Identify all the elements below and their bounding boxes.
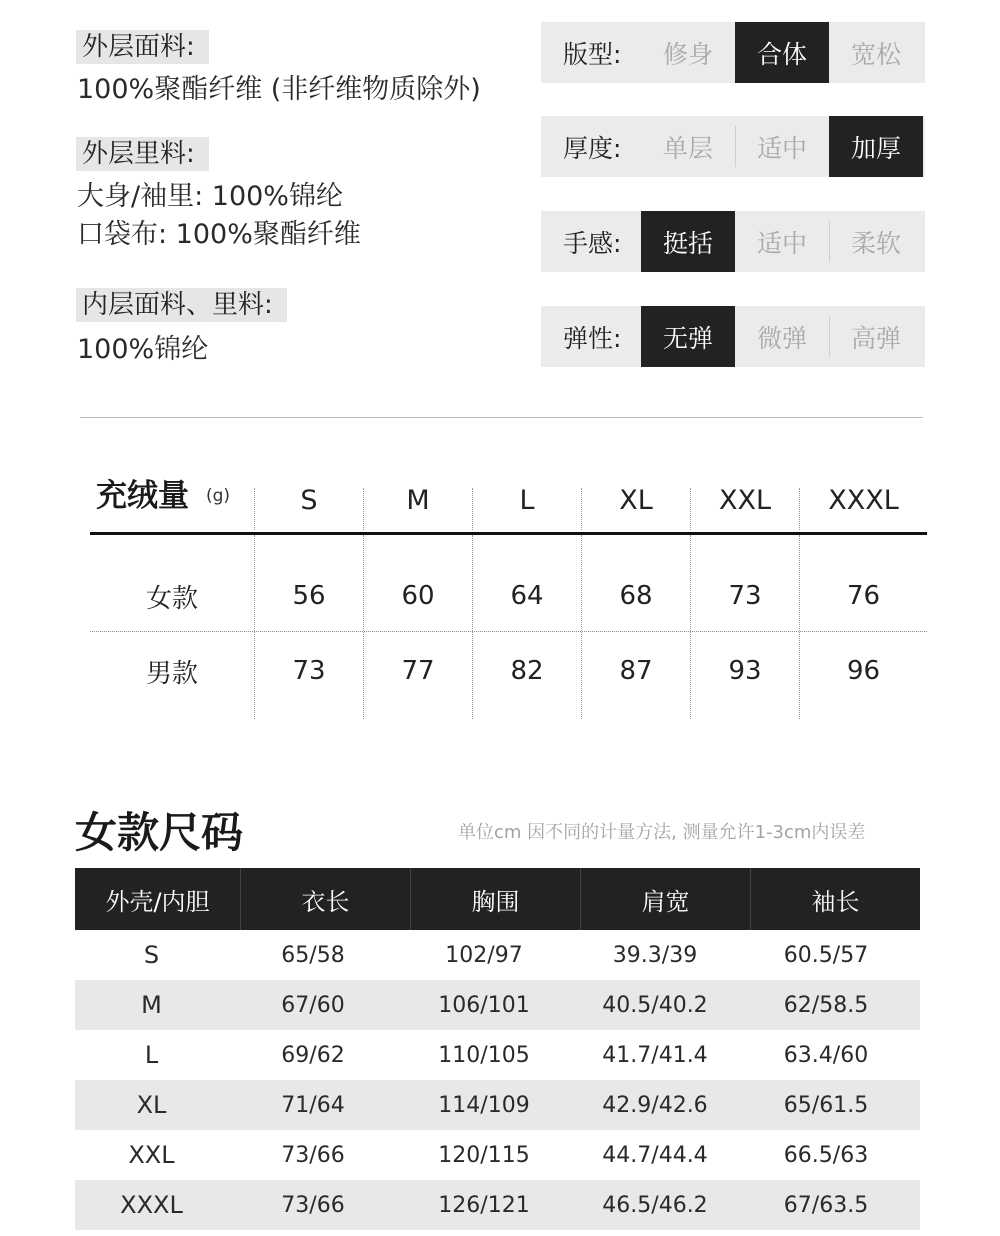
- shoulder-cell: 42.9/42.6: [602, 1092, 708, 1118]
- attr-row-thickness: [541, 116, 925, 177]
- size-chart-header-cell: 袖长: [750, 868, 920, 930]
- attr-row-elasticity: [541, 306, 925, 367]
- table-row: [75, 980, 920, 1030]
- length-cell: 65/58: [281, 942, 345, 968]
- size-chart-title: 女款尺码: [75, 808, 244, 857]
- chest-cell: 114/109: [438, 1092, 530, 1118]
- attr-option: 宽松: [850, 39, 901, 69]
- size-cell: XL: [136, 1091, 167, 1119]
- size-chart-header-cell: 胸围: [410, 868, 580, 930]
- attr-option: 微弹: [756, 323, 807, 353]
- col-divider: [363, 488, 364, 530]
- attr-row-hand-feel: [541, 211, 925, 272]
- fill-size-header: L: [519, 484, 535, 516]
- sleeve-cell: 62/58.5: [783, 992, 869, 1018]
- size-cell: XXXL: [120, 1191, 183, 1219]
- size-chart-header: [75, 868, 920, 930]
- col-divider: [581, 488, 582, 530]
- attr-option: 高弹: [829, 306, 923, 367]
- attr-name: 版型:: [563, 39, 622, 69]
- attr-option-selected: 挺括: [641, 211, 735, 272]
- size-chart-header-cell: 肩宽: [580, 868, 750, 930]
- fill-value: 93: [728, 656, 762, 686]
- fill-row-label: 女款: [145, 583, 198, 614]
- sleeve-cell: 60.5/57: [783, 942, 869, 968]
- fill-value: 76: [846, 581, 881, 611]
- table-row: [75, 1130, 920, 1180]
- inner-fabric-label: 内层面料、里料:: [76, 288, 287, 322]
- size-cell: L: [144, 1041, 159, 1069]
- size-cell: XXL: [128, 1141, 175, 1169]
- section-divider: [80, 417, 923, 418]
- fill-value: 56: [292, 581, 326, 611]
- fill-value: 87: [619, 656, 653, 686]
- shoulder-cell: 46.5/46.2: [602, 1192, 708, 1218]
- length-cell: 69/62: [281, 1042, 345, 1068]
- col-divider: [690, 488, 691, 530]
- shoulder-cell: 39.3/39: [612, 942, 698, 968]
- shoulder-cell: 40.5/40.2: [602, 992, 708, 1018]
- fill-value: 60: [401, 581, 435, 611]
- sleeve-cell: 67/63.5: [783, 1192, 869, 1218]
- fill-header-rule: [90, 532, 927, 535]
- fill-value: 82: [510, 656, 544, 686]
- attr-option: 适中: [735, 116, 829, 177]
- attr-option-selected: 合体: [735, 22, 829, 83]
- outer-lining-label: 外层里料:: [76, 137, 209, 171]
- fill-row-label: 男款: [145, 658, 198, 689]
- attr-name: 厚度:: [563, 133, 622, 163]
- fill-row-rule: [90, 631, 927, 632]
- table-row: [75, 1030, 920, 1080]
- chest-cell: 106/101: [438, 992, 530, 1018]
- outer-fabric-value: 100%聚酯纤维 (非纤维物质除外): [77, 74, 481, 105]
- sleeve-cell: 66.5/63: [783, 1142, 869, 1168]
- fill-value: 64: [510, 581, 544, 611]
- fill-size-header: XL: [619, 484, 653, 516]
- table-row: [75, 1180, 920, 1230]
- table-row: [75, 930, 920, 980]
- size-chart-header-cell: 外壳/内胆: [105, 887, 210, 916]
- col-divider: [472, 488, 473, 530]
- size-cell: M: [141, 991, 162, 1019]
- length-cell: 73/66: [281, 1192, 345, 1218]
- shoulder-cell: 41.7/41.4: [602, 1042, 708, 1068]
- attr-option: 修身: [662, 39, 713, 69]
- length-cell: 67/60: [281, 992, 345, 1018]
- fill-value: 68: [619, 581, 653, 611]
- fill-value: 73: [728, 581, 762, 611]
- fill-value: 96: [846, 656, 881, 686]
- fill-size-header: XXL: [718, 484, 772, 516]
- attr-name: 手感:: [563, 228, 622, 258]
- chest-cell: 126/121: [438, 1192, 530, 1218]
- outer-lining-value-body: 大身/袖里: 100%锦纶: [77, 181, 343, 212]
- size-chart-note: 单位cm 因不同的计量方法, 测量允许1-3cm内误差: [458, 822, 866, 843]
- fill-table-unit: (g): [206, 486, 231, 506]
- shoulder-cell: 44.7/44.4: [602, 1142, 708, 1168]
- attr-row-fit: [541, 22, 925, 83]
- inner-fabric-value: 100%锦纶: [77, 334, 209, 365]
- fill-value: 77: [401, 656, 435, 686]
- fill-size-header: M: [406, 484, 430, 516]
- attr-option-selected: 加厚: [829, 116, 923, 177]
- fill-table-title: 充绒量: [96, 478, 189, 514]
- sleeve-cell: 63.4/60: [783, 1042, 869, 1068]
- chest-cell: 102/97: [445, 942, 523, 968]
- attr-name: 弹性:: [563, 323, 622, 353]
- attr-option: 柔软: [829, 211, 923, 272]
- fill-size-header: S: [300, 484, 318, 516]
- chest-cell: 110/105: [438, 1042, 530, 1068]
- chest-cell: 120/115: [438, 1142, 530, 1168]
- col-divider: [799, 488, 800, 530]
- outer-lining-value-pocket: 口袋布: 100%聚酯纤维: [77, 219, 361, 250]
- fill-size-header: XXXL: [828, 484, 899, 516]
- attr-option: 单层: [662, 133, 713, 163]
- attr-option: 适中: [756, 228, 807, 258]
- fill-value: 73: [292, 656, 326, 686]
- length-cell: 73/66: [281, 1142, 345, 1168]
- length-cell: 71/64: [281, 1092, 345, 1118]
- sleeve-cell: 65/61.5: [783, 1092, 869, 1118]
- col-divider: [254, 488, 255, 530]
- outer-fabric-label: 外层面料:: [76, 30, 209, 64]
- size-chart-header-cell: 衣长: [240, 868, 410, 930]
- size-cell: S: [143, 941, 160, 969]
- table-row: [75, 1080, 920, 1130]
- attr-option-selected: 无弹: [641, 306, 735, 367]
